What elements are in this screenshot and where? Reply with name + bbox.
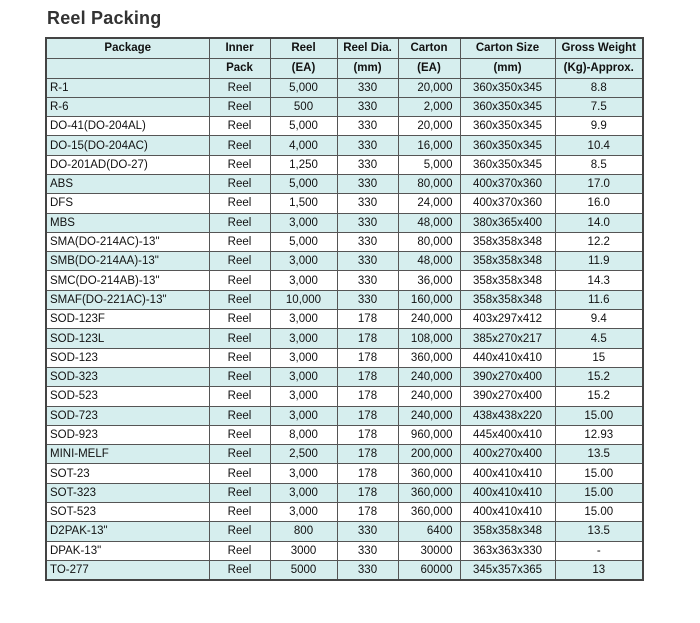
cell-carton-size: 358x358x348 (460, 271, 555, 290)
cell-reel-dia: 178 (337, 310, 398, 329)
cell-inner-pack: Reel (209, 445, 270, 464)
cell-package: R-1 (46, 78, 209, 97)
cell-carton-qty: 360,000 (398, 348, 460, 367)
cell-carton-qty: 160,000 (398, 290, 460, 309)
cell-carton-size: 390x270x400 (460, 367, 555, 386)
cell-inner-pack: Reel (209, 387, 270, 406)
table-row (46, 310, 643, 329)
cell-package: SOT-23 (46, 464, 209, 483)
cell-carton-qty: 5,000 (398, 155, 460, 174)
cell-reel-qty: 5000 (270, 560, 337, 579)
cell-carton-qty: 360,000 (398, 483, 460, 502)
cell-inner-pack: Reel (209, 541, 270, 560)
cell-carton-qty: 6400 (398, 522, 460, 541)
cell-inner-pack: Reel (209, 174, 270, 193)
cell-inner-pack: Reel (209, 213, 270, 232)
cell-inner-pack: Reel (209, 329, 270, 348)
cell-reel-qty: 3,000 (270, 406, 337, 425)
table-row (46, 367, 643, 386)
cell-reel-qty: 3,000 (270, 271, 337, 290)
table-row (46, 522, 643, 541)
cell-reel-dia: 178 (337, 367, 398, 386)
cell-carton-size: 360x350x345 (460, 97, 555, 116)
cell-reel-qty: 500 (270, 97, 337, 116)
cell-inner-pack: Reel (209, 522, 270, 541)
table-row (46, 445, 643, 464)
cell-reel-qty: 5,000 (270, 78, 337, 97)
cell-package: DFS (46, 194, 209, 213)
cell-reel-dia: 330 (337, 290, 398, 309)
cell-gross-weight: 13.5 (555, 522, 643, 541)
header-carton-unit: (EA) (398, 58, 460, 78)
cell-gross-weight: 15 (555, 348, 643, 367)
cell-carton-qty: 240,000 (398, 310, 460, 329)
cell-package: SOD-723 (46, 406, 209, 425)
cell-carton-size: 358x358x348 (460, 522, 555, 541)
cell-gross-weight: 15.2 (555, 367, 643, 386)
cell-carton-size: 360x350x345 (460, 78, 555, 97)
header-inner: Inner (209, 38, 270, 58)
cell-gross-weight: 15.00 (555, 483, 643, 502)
cell-gross-weight: 17.0 (555, 174, 643, 193)
cell-reel-qty: 2,500 (270, 445, 337, 464)
cell-carton-size: 360x350x345 (460, 136, 555, 155)
cell-carton-size: 360x350x345 (460, 117, 555, 136)
cell-carton-size: 345x357x365 (460, 560, 555, 579)
cell-reel-qty: 3,000 (270, 503, 337, 522)
cell-reel-dia: 178 (337, 503, 398, 522)
cell-package: SOD-123F (46, 310, 209, 329)
cell-reel-qty: 3000 (270, 541, 337, 560)
cell-reel-qty: 3,000 (270, 483, 337, 502)
cell-reel-qty: 3,000 (270, 252, 337, 271)
cell-package: MBS (46, 213, 209, 232)
cell-inner-pack: Reel (209, 367, 270, 386)
header-gross-weight-unit: (Kg)-Approx. (555, 58, 643, 78)
cell-carton-qty: 240,000 (398, 406, 460, 425)
cell-inner-pack: Reel (209, 271, 270, 290)
cell-package: TO-277 (46, 560, 209, 579)
cell-carton-size: 380x365x400 (460, 213, 555, 232)
cell-inner-pack: Reel (209, 406, 270, 425)
cell-package: R-6 (46, 97, 209, 116)
table-row (46, 78, 643, 97)
cell-carton-size: 400x370x360 (460, 194, 555, 213)
table-row (46, 348, 643, 367)
table-row (46, 290, 643, 309)
cell-carton-qty: 200,000 (398, 445, 460, 464)
table-row (46, 117, 643, 136)
cell-reel-qty: 1,500 (270, 194, 337, 213)
cell-reel-dia: 330 (337, 174, 398, 193)
table-row (46, 541, 643, 560)
cell-gross-weight: 14.0 (555, 213, 643, 232)
cell-carton-qty: 240,000 (398, 387, 460, 406)
cell-package: SOD-323 (46, 367, 209, 386)
table-row (46, 464, 643, 483)
table-row (46, 97, 643, 116)
cell-reel-qty: 5,000 (270, 117, 337, 136)
cell-package: SOT-323 (46, 483, 209, 502)
cell-carton-qty: 960,000 (398, 425, 460, 444)
cell-carton-qty: 2,000 (398, 97, 460, 116)
table-row (46, 155, 643, 174)
cell-reel-qty: 3,000 (270, 348, 337, 367)
cell-carton-size: 403x297x412 (460, 310, 555, 329)
cell-gross-weight: 4.5 (555, 329, 643, 348)
cell-package: ABS (46, 174, 209, 193)
cell-carton-qty: 24,000 (398, 194, 460, 213)
cell-gross-weight: 7.5 (555, 97, 643, 116)
cell-carton-size: 400x270x400 (460, 445, 555, 464)
cell-package: DO-15(DO-204AC) (46, 136, 209, 155)
cell-carton-qty: 80,000 (398, 232, 460, 251)
cell-carton-qty: 48,000 (398, 252, 460, 271)
cell-carton-qty: 16,000 (398, 136, 460, 155)
cell-reel-dia: 178 (337, 445, 398, 464)
cell-inner-pack: Reel (209, 560, 270, 579)
cell-inner-pack: Reel (209, 252, 270, 271)
cell-reel-dia: 330 (337, 232, 398, 251)
cell-carton-qty: 20,000 (398, 117, 460, 136)
cell-reel-dia: 330 (337, 560, 398, 579)
cell-reel-dia: 178 (337, 406, 398, 425)
cell-carton-qty: 240,000 (398, 367, 460, 386)
cell-carton-qty: 360,000 (398, 503, 460, 522)
table-row (46, 560, 643, 579)
header-carton: Carton (398, 38, 460, 58)
cell-gross-weight: 13 (555, 560, 643, 579)
cell-package: SOD-123L (46, 329, 209, 348)
cell-inner-pack: Reel (209, 310, 270, 329)
header-package: Package (46, 38, 209, 58)
cell-gross-weight: 12.2 (555, 232, 643, 251)
cell-reel-dia: 330 (337, 117, 398, 136)
cell-package: DO-41(DO-204AL) (46, 117, 209, 136)
header-package-unit (46, 58, 209, 78)
cell-inner-pack: Reel (209, 117, 270, 136)
cell-gross-weight: 9.4 (555, 310, 643, 329)
cell-inner-pack: Reel (209, 348, 270, 367)
cell-package: DO-201AD(DO-27) (46, 155, 209, 174)
cell-inner-pack: Reel (209, 136, 270, 155)
cell-reel-dia: 330 (337, 194, 398, 213)
cell-package: SMA(DO-214AC)-13" (46, 232, 209, 251)
cell-reel-qty: 1,250 (270, 155, 337, 174)
table-row (46, 136, 643, 155)
cell-gross-weight: 9.9 (555, 117, 643, 136)
table-row (46, 329, 643, 348)
cell-package: SOD-523 (46, 387, 209, 406)
header-inner-unit: Pack (209, 58, 270, 78)
cell-gross-weight: - (555, 541, 643, 560)
cell-gross-weight: 14.3 (555, 271, 643, 290)
cell-reel-dia: 330 (337, 541, 398, 560)
cell-reel-qty: 3,000 (270, 310, 337, 329)
cell-inner-pack: Reel (209, 194, 270, 213)
cell-gross-weight: 12.93 (555, 425, 643, 444)
header-reel: Reel (270, 38, 337, 58)
reel-packing-table (45, 37, 644, 581)
cell-carton-size: 358x358x348 (460, 232, 555, 251)
page-title: Reel Packing (47, 8, 162, 28)
cell-gross-weight: 11.6 (555, 290, 643, 309)
cell-reel-qty: 3,000 (270, 464, 337, 483)
cell-inner-pack: Reel (209, 464, 270, 483)
cell-package: MINI-MELF (46, 445, 209, 464)
cell-carton-size: 440x410x410 (460, 348, 555, 367)
cell-carton-size: 400x410x410 (460, 503, 555, 522)
table-row (46, 387, 643, 406)
table-row (46, 271, 643, 290)
cell-reel-dia: 330 (337, 78, 398, 97)
cell-package: SMAF(DO-221AC)-13" (46, 290, 209, 309)
cell-carton-qty: 48,000 (398, 213, 460, 232)
cell-carton-size: 358x358x348 (460, 290, 555, 309)
cell-carton-qty: 360,000 (398, 464, 460, 483)
cell-inner-pack: Reel (209, 97, 270, 116)
cell-gross-weight: 15.00 (555, 464, 643, 483)
cell-gross-weight: 15.00 (555, 406, 643, 425)
header-reel-dia: Reel Dia. (337, 38, 398, 58)
cell-carton-qty: 80,000 (398, 174, 460, 193)
cell-gross-weight: 8.5 (555, 155, 643, 174)
cell-reel-qty: 4,000 (270, 136, 337, 155)
table-row (46, 174, 643, 193)
cell-carton-qty: 20,000 (398, 78, 460, 97)
cell-reel-dia: 330 (337, 252, 398, 271)
cell-package: D2PAK-13" (46, 522, 209, 541)
cell-carton-size: 358x358x348 (460, 252, 555, 271)
cell-inner-pack: Reel (209, 290, 270, 309)
cell-gross-weight: 13.5 (555, 445, 643, 464)
cell-reel-dia: 178 (337, 483, 398, 502)
cell-inner-pack: Reel (209, 503, 270, 522)
table-row (46, 425, 643, 444)
cell-package: SOD-123 (46, 348, 209, 367)
table-row (46, 194, 643, 213)
cell-gross-weight: 10.4 (555, 136, 643, 155)
cell-carton-size: 363x363x330 (460, 541, 555, 560)
header-carton-size-unit: (mm) (460, 58, 555, 78)
cell-reel-dia: 178 (337, 329, 398, 348)
table-row (46, 213, 643, 232)
cell-reel-dia: 178 (337, 387, 398, 406)
cell-reel-qty: 3,000 (270, 387, 337, 406)
cell-carton-qty: 30000 (398, 541, 460, 560)
cell-carton-size: 400x410x410 (460, 483, 555, 502)
cell-gross-weight: 16.0 (555, 194, 643, 213)
cell-package: SMC(DO-214AB)-13" (46, 271, 209, 290)
cell-reel-qty: 800 (270, 522, 337, 541)
cell-reel-dia: 178 (337, 425, 398, 444)
table-row (46, 232, 643, 251)
cell-inner-pack: Reel (209, 155, 270, 174)
cell-reel-dia: 330 (337, 213, 398, 232)
cell-reel-dia: 330 (337, 271, 398, 290)
cell-carton-size: 390x270x400 (460, 387, 555, 406)
cell-inner-pack: Reel (209, 78, 270, 97)
cell-reel-dia: 330 (337, 522, 398, 541)
header-carton-size: Carton Size (460, 38, 555, 58)
cell-package: DPAK-13" (46, 541, 209, 560)
cell-package: SOD-923 (46, 425, 209, 444)
cell-reel-qty: 5,000 (270, 174, 337, 193)
cell-carton-qty: 60000 (398, 560, 460, 579)
cell-reel-qty: 10,000 (270, 290, 337, 309)
cell-reel-dia: 330 (337, 136, 398, 155)
cell-reel-qty: 3,000 (270, 213, 337, 232)
cell-package: SOT-523 (46, 503, 209, 522)
cell-package: SMB(DO-214AA)-13" (46, 252, 209, 271)
cell-gross-weight: 15.00 (555, 503, 643, 522)
cell-carton-size: 438x438x220 (460, 406, 555, 425)
header-reel-unit: (EA) (270, 58, 337, 78)
header-gross-weight: Gross Weight (555, 38, 643, 58)
cell-reel-qty: 3,000 (270, 367, 337, 386)
cell-reel-qty: 3,000 (270, 329, 337, 348)
cell-reel-dia: 178 (337, 464, 398, 483)
cell-reel-dia: 178 (337, 348, 398, 367)
table-row (46, 503, 643, 522)
table-row (46, 252, 643, 271)
header-reel-dia-unit: (mm) (337, 58, 398, 78)
cell-carton-qty: 36,000 (398, 271, 460, 290)
cell-reel-qty: 8,000 (270, 425, 337, 444)
cell-reel-dia: 330 (337, 97, 398, 116)
cell-carton-size: 400x370x360 (460, 174, 555, 193)
cell-inner-pack: Reel (209, 232, 270, 251)
cell-gross-weight: 11.9 (555, 252, 643, 271)
cell-gross-weight: 15.2 (555, 387, 643, 406)
header-row-2 (46, 58, 643, 78)
cell-gross-weight: 8.8 (555, 78, 643, 97)
cell-reel-dia: 330 (337, 155, 398, 174)
cell-carton-size: 400x410x410 (460, 464, 555, 483)
cell-carton-size: 385x270x217 (460, 329, 555, 348)
cell-carton-size: 360x350x345 (460, 155, 555, 174)
table-row (46, 406, 643, 425)
header-row-1 (46, 38, 643, 58)
cell-inner-pack: Reel (209, 483, 270, 502)
cell-inner-pack: Reel (209, 425, 270, 444)
cell-carton-qty: 108,000 (398, 329, 460, 348)
cell-carton-size: 445x400x410 (460, 425, 555, 444)
table-row (46, 483, 643, 502)
cell-reel-qty: 5,000 (270, 232, 337, 251)
